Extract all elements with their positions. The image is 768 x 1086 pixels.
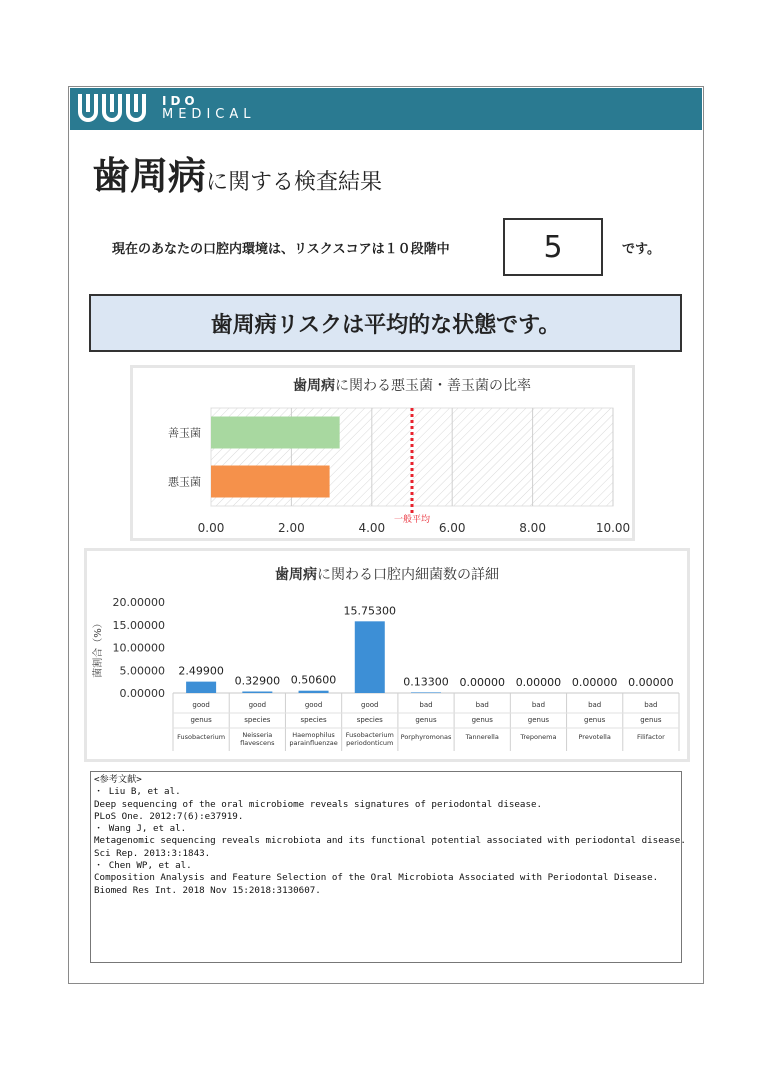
category-type: bad — [419, 701, 433, 709]
logo-mark-icon — [78, 94, 146, 122]
bar-fusobacterium — [186, 682, 216, 693]
references-box — [90, 771, 686, 963]
category-name: parainfluenzae — [289, 739, 338, 747]
chart-title — [293, 377, 531, 394]
category-name: Porphyromonas — [400, 733, 452, 741]
reference-line: Composition Analysis and Feature Selection of the Oral Microbiota Associated with Periodontal Disease. — [94, 872, 659, 884]
category-type: good — [192, 701, 210, 709]
data-label: 15.75300 — [343, 604, 397, 618]
category-rank: species — [244, 716, 271, 724]
detail-chart — [87, 551, 687, 759]
chart-title-bold: 歯周病 — [275, 567, 317, 583]
y-axis-label: 菌割合（%） — [93, 618, 104, 678]
reference-line: Metagenomic sequencing reveals microbiota and its functional potential associated with periodontal disease. — [94, 835, 686, 847]
score-prefix: 現在のあなたの口腔内環境は、リスクスコアは１０段階中 — [112, 242, 450, 257]
x-tick-label: 2.00 — [278, 521, 305, 535]
page-title-sub: に関する検査結果 — [206, 170, 383, 195]
category-name: Tannerella — [465, 733, 499, 741]
x-tick-label: 0.00 — [197, 521, 225, 535]
category-type: bad — [531, 701, 546, 709]
data-label: 0.00000 — [628, 676, 674, 689]
data-label: 0.00000 — [571, 676, 618, 689]
risk-score-value: 5 — [503, 218, 603, 276]
y-tick-label: 0.00000 — [119, 687, 165, 700]
data-label: 0.00000 — [515, 676, 562, 689]
bar-neisseria-flavescens — [242, 692, 272, 693]
category-rank: genus — [527, 716, 550, 724]
references-heading: <参考文献> — [94, 774, 142, 785]
reference-line: ・ Wang J, et al. — [94, 823, 187, 835]
category-name: Treponema — [520, 733, 557, 741]
category-rank: genus — [640, 716, 662, 724]
reference-line: Sci Rep. 2013:3:1843. — [94, 847, 211, 859]
y-tick-label: 20.00000 — [112, 596, 165, 609]
category-rank: species — [356, 716, 383, 724]
y-tick-label: 15.00000 — [112, 618, 165, 632]
chart-title-bold: 歯周病 — [293, 378, 335, 394]
bar-bad-bacteria — [211, 466, 330, 498]
page-title — [92, 145, 382, 200]
category-type: good — [304, 701, 323, 709]
page-title-main: 歯周病 — [92, 154, 207, 198]
x-tick-label: 6.00 — [438, 521, 466, 535]
x-tick-label: 4.00 — [358, 521, 386, 535]
category-rank: genus — [415, 716, 437, 724]
y-tick-label: 5.00000 — [119, 664, 165, 678]
bar-porphyromonas — [411, 692, 441, 693]
data-label: 0.13300 — [403, 675, 449, 689]
category-name: Neisseria — [242, 731, 273, 739]
category-rank: genus — [190, 716, 212, 724]
reference-line: PLoS One. 2012:7(6):e37919. — [94, 810, 244, 822]
category-name: Haemophilus — [292, 731, 335, 739]
category-type: bad — [644, 701, 658, 709]
detail-chart-panel — [84, 548, 690, 762]
category-name: Filifactor — [637, 733, 665, 741]
category-type: bad — [588, 701, 602, 709]
category-name: flavescens — [240, 739, 275, 747]
category-type: good — [248, 701, 267, 709]
reference-line: Biomed Res Int. 2018 Nov 15:2018:3130607. — [94, 884, 321, 896]
average-label: 一般平均 — [393, 515, 431, 525]
bar-good-bacteria — [211, 417, 340, 449]
bar-fusobacterium-periodonticum — [355, 621, 385, 693]
data-label: 2.49900 — [178, 664, 224, 678]
logo-line2: MEDICAL — [162, 107, 256, 122]
header-bar — [70, 88, 702, 130]
category-name: Prevotella — [578, 733, 611, 741]
category-name: Fusobacterium — [345, 731, 394, 739]
category-rank: genus — [584, 716, 606, 724]
category-type: bad — [475, 701, 489, 709]
category-label: 善玉菌 — [168, 426, 201, 440]
chart-title-rest: に関わる口腔内細菌数の詳細 — [317, 567, 499, 583]
x-tick-label: 10.00 — [595, 521, 631, 535]
bar-haemophilus-parainfluenzae — [299, 691, 329, 693]
category-rank: genus — [471, 716, 493, 724]
reference-line: Deep sequencing of the oral microbiome reveals signatures of periodontal disease. — [94, 798, 543, 810]
data-label: 0.50600 — [290, 673, 337, 687]
chart-title-rest: に関わる悪玉菌・善玉菌の比率 — [335, 378, 531, 394]
logo-line1: IDO — [162, 94, 199, 108]
score-suffix: です。 — [622, 242, 660, 257]
category-name: periodonticum — [346, 739, 394, 747]
x-tick-label: 8.00 — [519, 521, 546, 535]
chart-title — [275, 566, 499, 583]
category-name: Fusobacterium — [177, 733, 226, 741]
category-rank: species — [300, 716, 327, 724]
reference-line: ・ Liu B, et al. — [94, 786, 181, 798]
category-type: good — [361, 701, 379, 709]
data-label: 0.00000 — [459, 676, 505, 689]
y-tick-label: 10.00000 — [112, 641, 165, 655]
risk-summary-banner: 歯周病リスクは平均的な状態です。 — [89, 294, 682, 352]
logo-text — [162, 94, 256, 122]
category-label: 悪玉菌 — [168, 475, 201, 489]
ratio-chart-panel — [130, 365, 635, 541]
ratio-chart — [133, 368, 632, 538]
reference-line: ・ Chen WP, et al. — [94, 860, 192, 872]
data-label: 0.32900 — [234, 674, 281, 688]
